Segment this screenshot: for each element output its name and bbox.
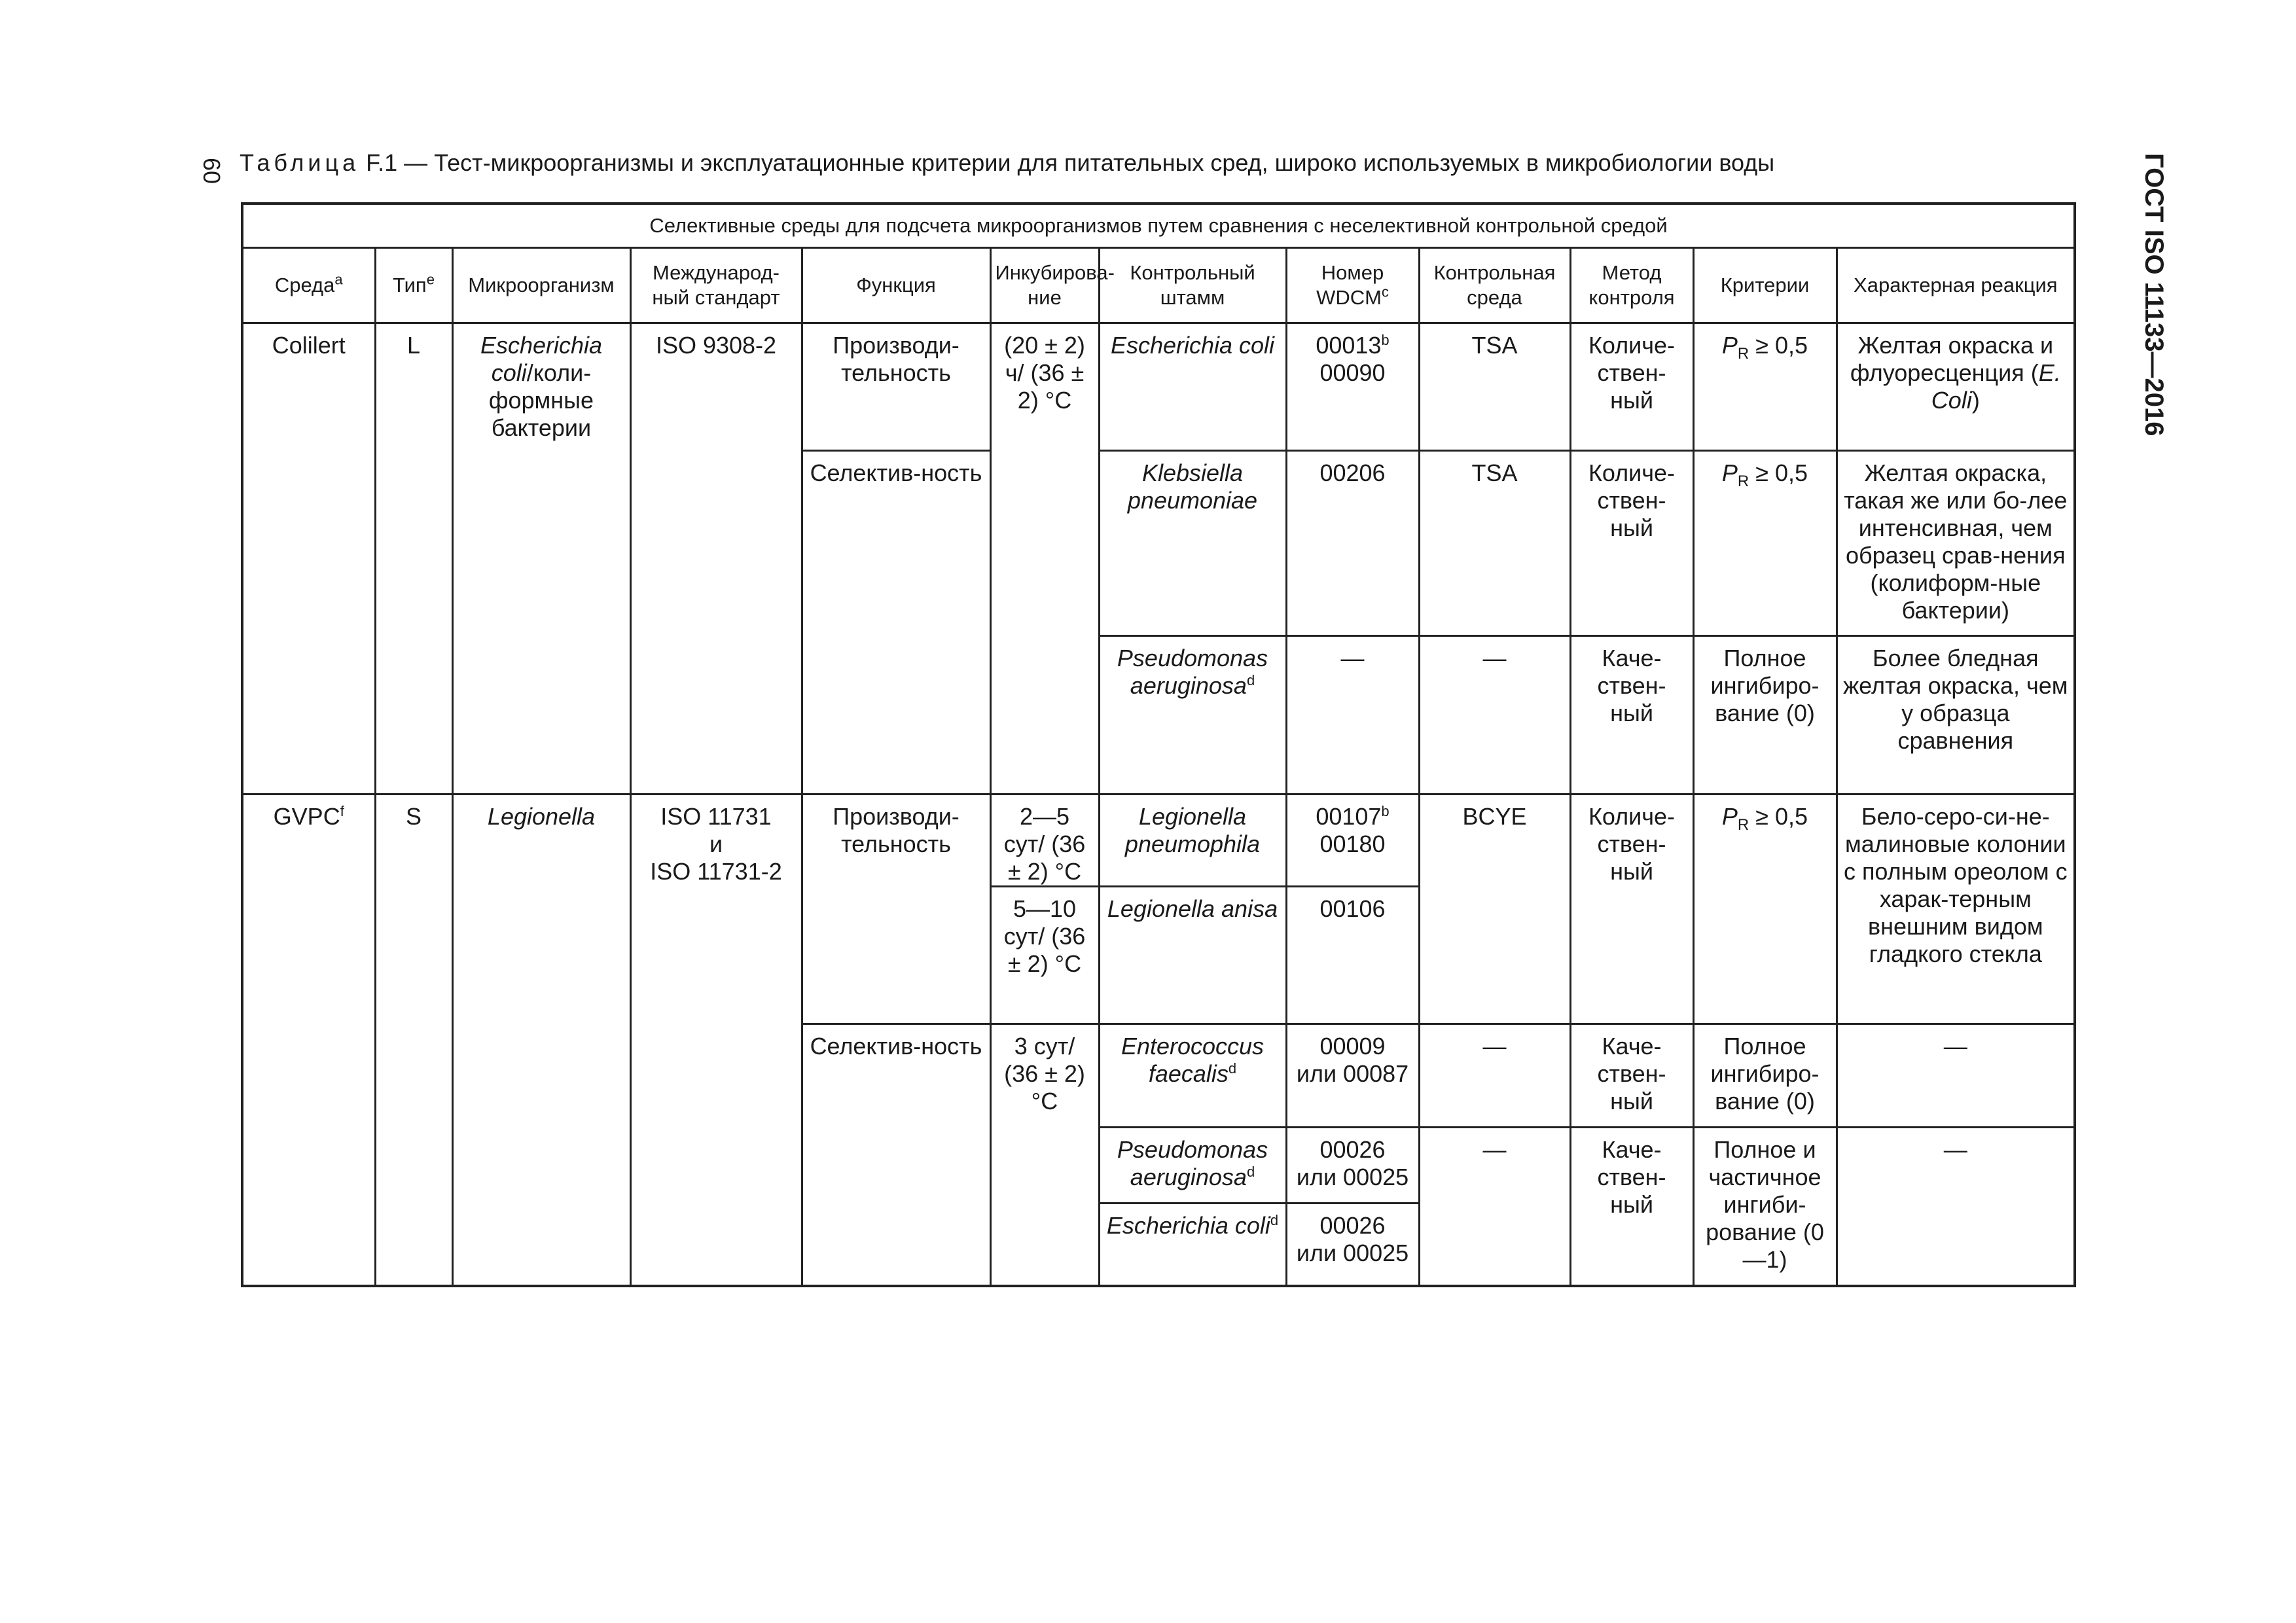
cell-strain: Pseudomonas aeruginosa$^d$ [1099,636,1286,794]
cell-method: Количе-ствен-ный [1570,323,1693,451]
cell-reaction: — [1837,1024,2075,1128]
cell-criteria: Полное ингибиро-вание (0) [1693,1024,1837,1128]
cell-criteria: $P_R \ge 0,5$ [1693,794,1837,1024]
cell-ref-medium: — [1419,636,1570,794]
cell-method: Каче-ствен-ный [1570,1128,1693,1286]
header-incubation: Инкубирова-ние [990,248,1099,323]
cell-criteria: $P_R \ge 0,5$ [1693,323,1837,451]
cell-type: L [375,323,452,794]
header-medium: Среда$^a$ [242,248,375,323]
cell-function: Производи-тельность [802,794,990,1024]
cell-wdcm: — [1286,636,1419,794]
cell-strain: Escherichia coli [1099,323,1286,451]
cell-ref-medium: TSA [1419,323,1570,451]
cell-function: Селектив-ность [802,1024,990,1286]
cell-incubation: 2—5 сут/ (36 ± 2) °С [990,794,1099,887]
cell-wdcm: 00206 [1286,451,1419,636]
header-wdcm: Номер WDCM$^c$ [1286,248,1419,323]
cell-incubation: 5—10 сут/ (36 ± 2) °С [990,887,1099,1024]
header-method: Метод контроля [1570,248,1693,323]
cell-criteria: Полное ингибиро-вание (0) [1693,636,1837,794]
cell-wdcm: 00009 или 00087 [1286,1024,1419,1128]
cell-wdcm: 00026 или 00025 [1286,1128,1419,1204]
cell-strain: Escherichia coli$^d$ [1099,1204,1286,1286]
cell-wdcm: 00026 или 00025 [1286,1204,1419,1286]
cell-medium: GVPC$^f$ [242,794,375,1286]
cell-reaction: — [1837,1128,2075,1286]
caption-label: Таблица [240,149,360,176]
cell-criteria: Полное и частичное ингиби-рование (0—1) [1693,1128,1837,1286]
header-ref-medium: Контрольная среда [1419,248,1570,323]
cell-method: Каче-ствен-ный [1570,636,1693,794]
table-band-row [242,204,2075,248]
cell-method: Количе-ствен-ный [1570,794,1693,1024]
band-heading: Селективные среды для подсчета микроорганизмов путем сравнения с неселективной контрольной средой [242,204,2075,248]
cell-ref-medium: — [1419,1024,1570,1128]
header-organism: Микроорганизм [452,248,630,323]
header-row [242,248,2075,323]
header-reaction: Характерная реакция [1837,248,2075,323]
cell-method: Каче-ствен-ный [1570,1024,1693,1128]
cell-wdcm: 00106 [1286,887,1419,1024]
cell-strain: Enterococcus faecalis$^d$ [1099,1024,1286,1128]
caption-text: F.1 — Тест-микроорганизмы и эксплуатационные критерии для питательных сред, широко используемых в микробиологии воды [359,149,1775,176]
header-strain: Контрольный штамм [1099,248,1286,323]
cell-strain: Legionella pneumophila [1099,794,1286,887]
cell-reaction: Бело-серо-си-не-малиновые колонии с полным ореолом с харак-терным внешним видом гладкого стекла [1837,794,2075,1024]
cell-organism: Escherichia coli/коли-формные бактерии [452,323,630,794]
cell-type: S [375,794,452,1286]
cell-method: Количе-ствен-ный [1570,451,1693,636]
cell-ref-medium: TSA [1419,451,1570,636]
cell-strain: Legionella anisa [1099,887,1286,1024]
table-caption [240,149,1774,177]
header-criteria: Критерии [1693,248,1837,323]
cell-ref-medium: — [1419,1128,1570,1286]
table-row [242,323,2075,451]
cell-reaction: Желтая окраска и флуоресценция (E. Coli) [1837,323,2075,451]
cell-wdcm: 00013$^b$ 00090 [1286,323,1419,451]
media-criteria-table [241,202,2076,1287]
cell-strain: Klebsiella pneumoniae [1099,451,1286,636]
cell-standard: ISO 11731 и ISO 11731-2 [630,794,802,1286]
cell-criteria: $P_R \ge 0,5$ [1693,451,1837,636]
cell-medium: Colilert [242,323,375,794]
header-function: Функция [802,248,990,323]
cell-incubation: (20 ± 2) ч/ (36 ± 2) °С [990,323,1099,794]
cell-wdcm: 00107$^b$ 00180 [1286,794,1419,887]
table-row [242,794,2075,887]
cell-standard: ISO 9308-2 [630,323,802,794]
cell-organism: Legionella [452,794,630,1286]
page-number: 60 [198,157,225,185]
cell-function: Производи-тельность [802,323,990,451]
standard-title: ГОСТ ISO 11133—2016 [2140,153,2168,437]
header-standard: Международ-ный стандарт [630,248,802,323]
cell-function: Селектив-ность [802,451,990,794]
cell-incubation: 3 сут/ (36 ± 2) °С [990,1024,1099,1286]
cell-ref-medium: BCYE [1419,794,1570,1024]
cell-reaction: Желтая окраска, такая же или бо-лее интенсивная, чем образец срав-нения (колиформ-ные бактерии) [1837,451,2075,636]
header-type: Тип$^e$ [375,248,452,323]
cell-reaction: Более бледная желтая окраска, чем у образца сравнения [1837,636,2075,794]
cell-strain: Pseudomonas aeruginosa$^d$ [1099,1128,1286,1204]
